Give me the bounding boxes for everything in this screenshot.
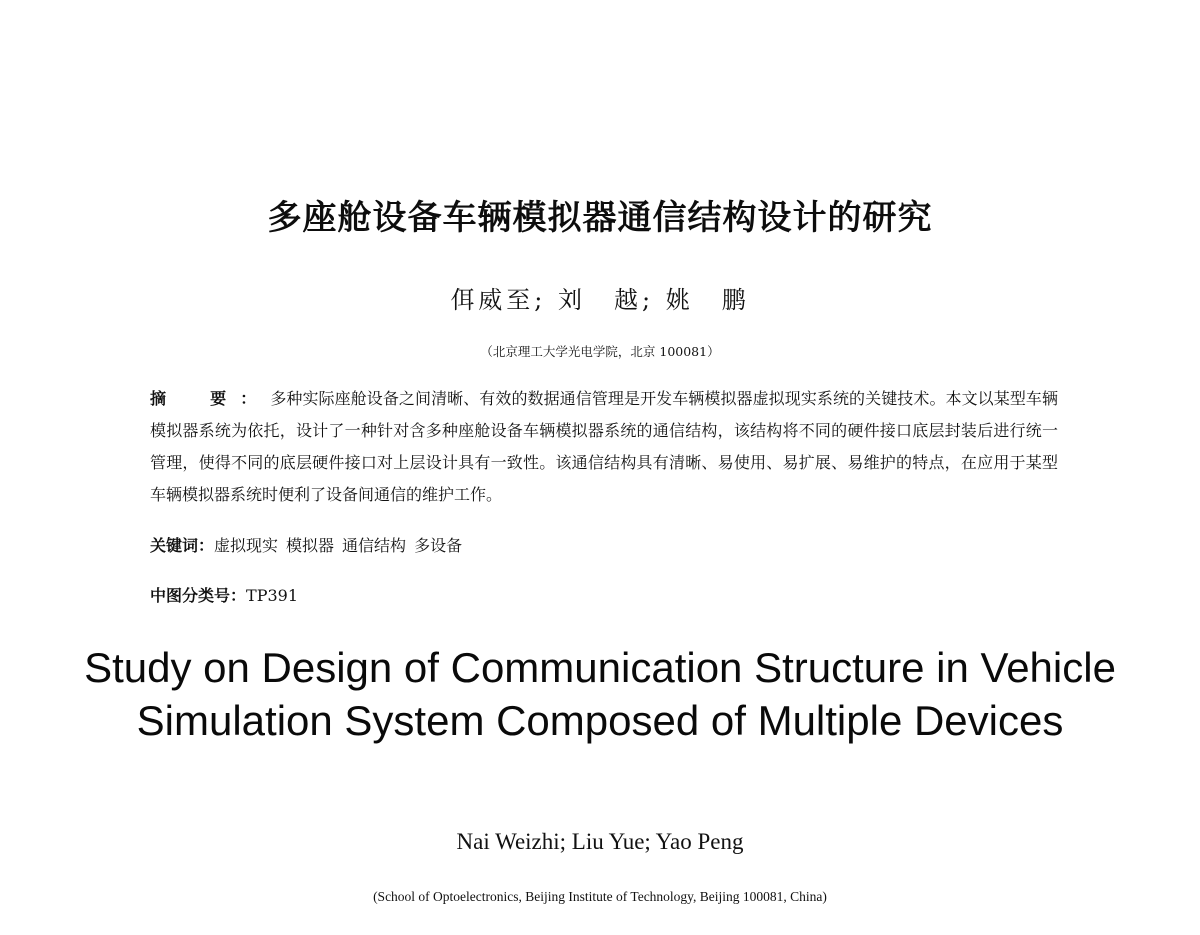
keyword-item: 多设备 xyxy=(414,536,463,555)
chinese-title: 多座舱设备车辆模拟器通信结构设计的研究 xyxy=(267,198,933,238)
english-affiliation: (School of Optoelectronics, Beijing Institute of Technology, Beijing 100081, China) xyxy=(373,889,827,904)
classification-line xyxy=(150,583,1058,606)
classification-label: 中图分类号： xyxy=(150,586,247,605)
keywords-line xyxy=(150,533,1058,556)
keyword-item: 通信结构 xyxy=(342,536,407,555)
keyword-item: 模拟器 xyxy=(286,536,335,555)
chinese-affiliation: （北京理工大学光电学院，北京 100081） xyxy=(480,344,720,359)
keyword-item: 虚拟现实 xyxy=(214,536,279,555)
chinese-authors: 佴威至; 刘 越; 姚 鹏 xyxy=(450,286,750,314)
chinese-abstract xyxy=(150,383,1058,511)
english-authors: Nai Weizhi; Liu Yue; Yao Peng xyxy=(456,829,744,854)
abstract-text: 多种实际座舱设备之间清晰、有效的数据通信管理是开发车辆模拟器虚拟现实系统的关键技术。本文以某型车辆模拟器系统为依托，设计了一种针对含多种座舱设备车辆模拟器系统的通信结构，该结构将不同的硬件接口底层封装后进行统一管理，使得不同的底层硬件接口对上层设计具有一致性。该通信结构具有清晰、易使用、易扩展、易维护的特点，在应用于某型车辆模拟器系统时便利了设备间通信的维护工作。 xyxy=(150,389,1058,504)
keywords-label: 关键词： xyxy=(150,536,215,555)
classification-value: TP391 xyxy=(246,586,298,605)
abstract-label: 摘 要： xyxy=(150,389,271,408)
english-title: Study on Design of Communication Structure in Vehicle Simulation System Composed of Multiple Devices xyxy=(84,644,1116,744)
